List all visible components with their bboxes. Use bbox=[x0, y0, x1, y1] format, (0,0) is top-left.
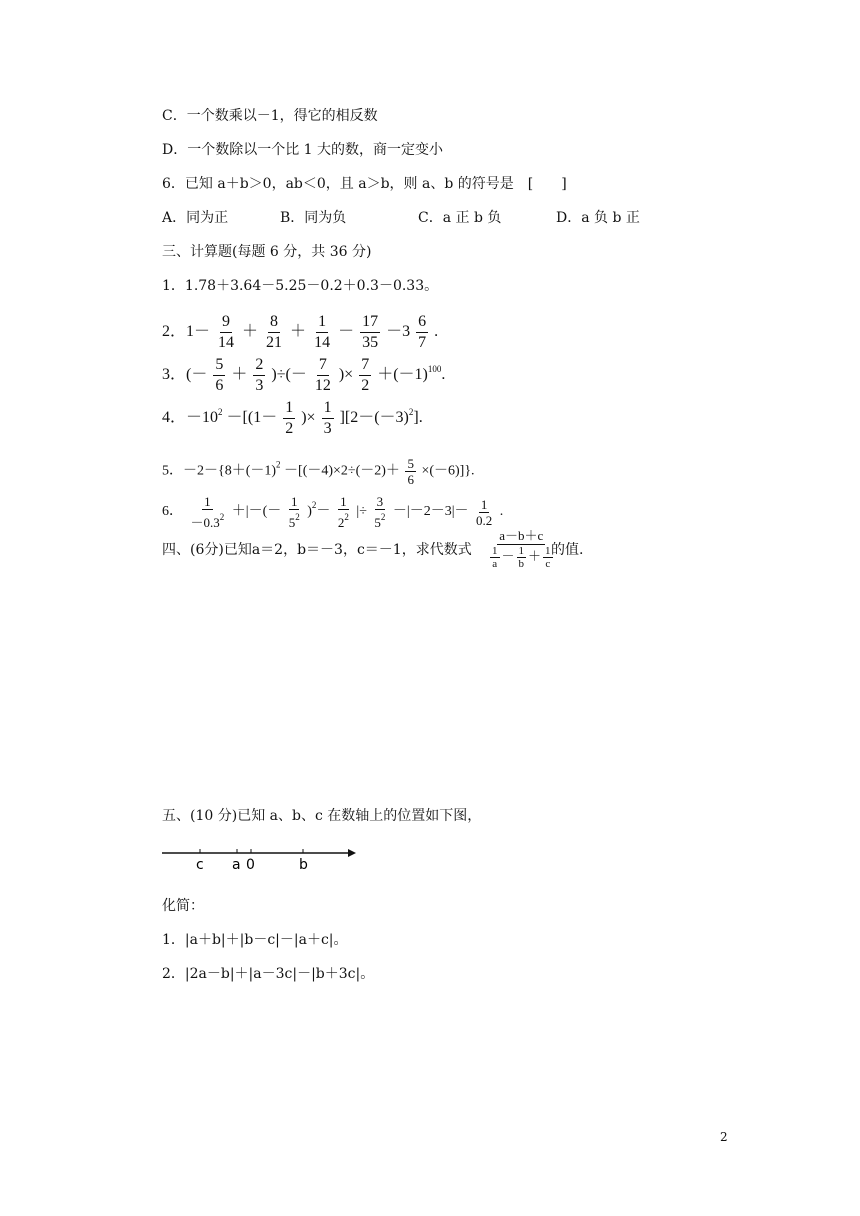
label-a: a bbox=[232, 857, 241, 873]
section-4-text: 四、(6分)已知a＝2，b＝－3，c＝－1，求代数式 bbox=[162, 542, 472, 558]
option-d: D．一个数除以一个比 1 大的数，商一定变小 bbox=[162, 142, 444, 158]
problem-6: 6． $\frac{1}{-0.3^2}$ ＋|－(－ $\frac{1}{5^2}$ )$^2$－ $\frac{1}{2^2}$ |÷ $\frac{3}{5^2}$ －|－2－3|－ $\frac{1}{0.2}$ . bbox=[162, 494, 504, 530]
label-c: c bbox=[196, 857, 204, 873]
question-6: 6．已知 a＋b＞0，ab＜0，且 a＞b，则 a、b 的符号是 [ ] bbox=[162, 176, 567, 192]
option-c: C．一个数乘以－1，得它的相反数 bbox=[162, 108, 378, 124]
problem-1: 1．1.78＋3.64－5.25－0.2＋0.3－0.33。 bbox=[162, 278, 439, 294]
simplify-label: 化简： bbox=[162, 898, 204, 914]
page-number: 2 bbox=[720, 1130, 728, 1144]
section-4-tail: 的值. bbox=[551, 542, 584, 558]
section-4-expression: a－b＋c $\frac{1}{a}$ － $\frac{1}{b}$ ＋ $\frac{1}{c}$ bbox=[492, 528, 551, 570]
axis-arrow bbox=[348, 849, 356, 857]
label-b: b bbox=[299, 857, 308, 873]
q6-option-c: C．a 正 b 负 bbox=[418, 210, 502, 226]
label-0: 0 bbox=[246, 857, 255, 873]
section-3-heading: 三、计算题(每题 6 分，共 36 分) bbox=[162, 244, 372, 260]
problem-2: 2．1－ $\frac{9}{14}$ ＋ $\frac{8}{21}$ ＋ $\frac{1}{14}$ － $\frac{17}{35}$ －3 $\frac{6}{7}$ . bbox=[162, 313, 439, 351]
q6-option-a: A．同为正 bbox=[162, 210, 229, 226]
problem-5: 5．$-2-\{8+(-1)^2 -[(-4)\times 2\div(-2)+$ $\frac{5}{6}$ ×(－6)]}. bbox=[162, 456, 475, 487]
q6-option-b: B．同为负 bbox=[280, 210, 347, 226]
q6-option-d: D．a 负 b 正 bbox=[556, 210, 640, 226]
number-line bbox=[160, 845, 360, 875]
simplify-1: 1．|a＋b|＋|b－c|－|a＋c|。 bbox=[162, 932, 348, 948]
simplify-2: 2．|2a－b|＋|a－3c|－|b＋3c|。 bbox=[162, 966, 375, 982]
problem-4: 4．$-10^2 -[(1-$ $\frac{1}{2}$ )× $\frac{1}{3}$ ]$[2-(-3)^2]$. bbox=[162, 399, 423, 437]
problem-3: 3．(－ $\frac{5}{6}$ ＋ $\frac{2}{3}$ )÷(－ $\frac{7}{12}$ )× $\frac{7}{2}$ $+(-1)^{100}$. bbox=[162, 356, 446, 394]
section-5-heading: 五、(10 分)已知 a、b、c 在数轴上的位置如下图， bbox=[162, 808, 482, 824]
